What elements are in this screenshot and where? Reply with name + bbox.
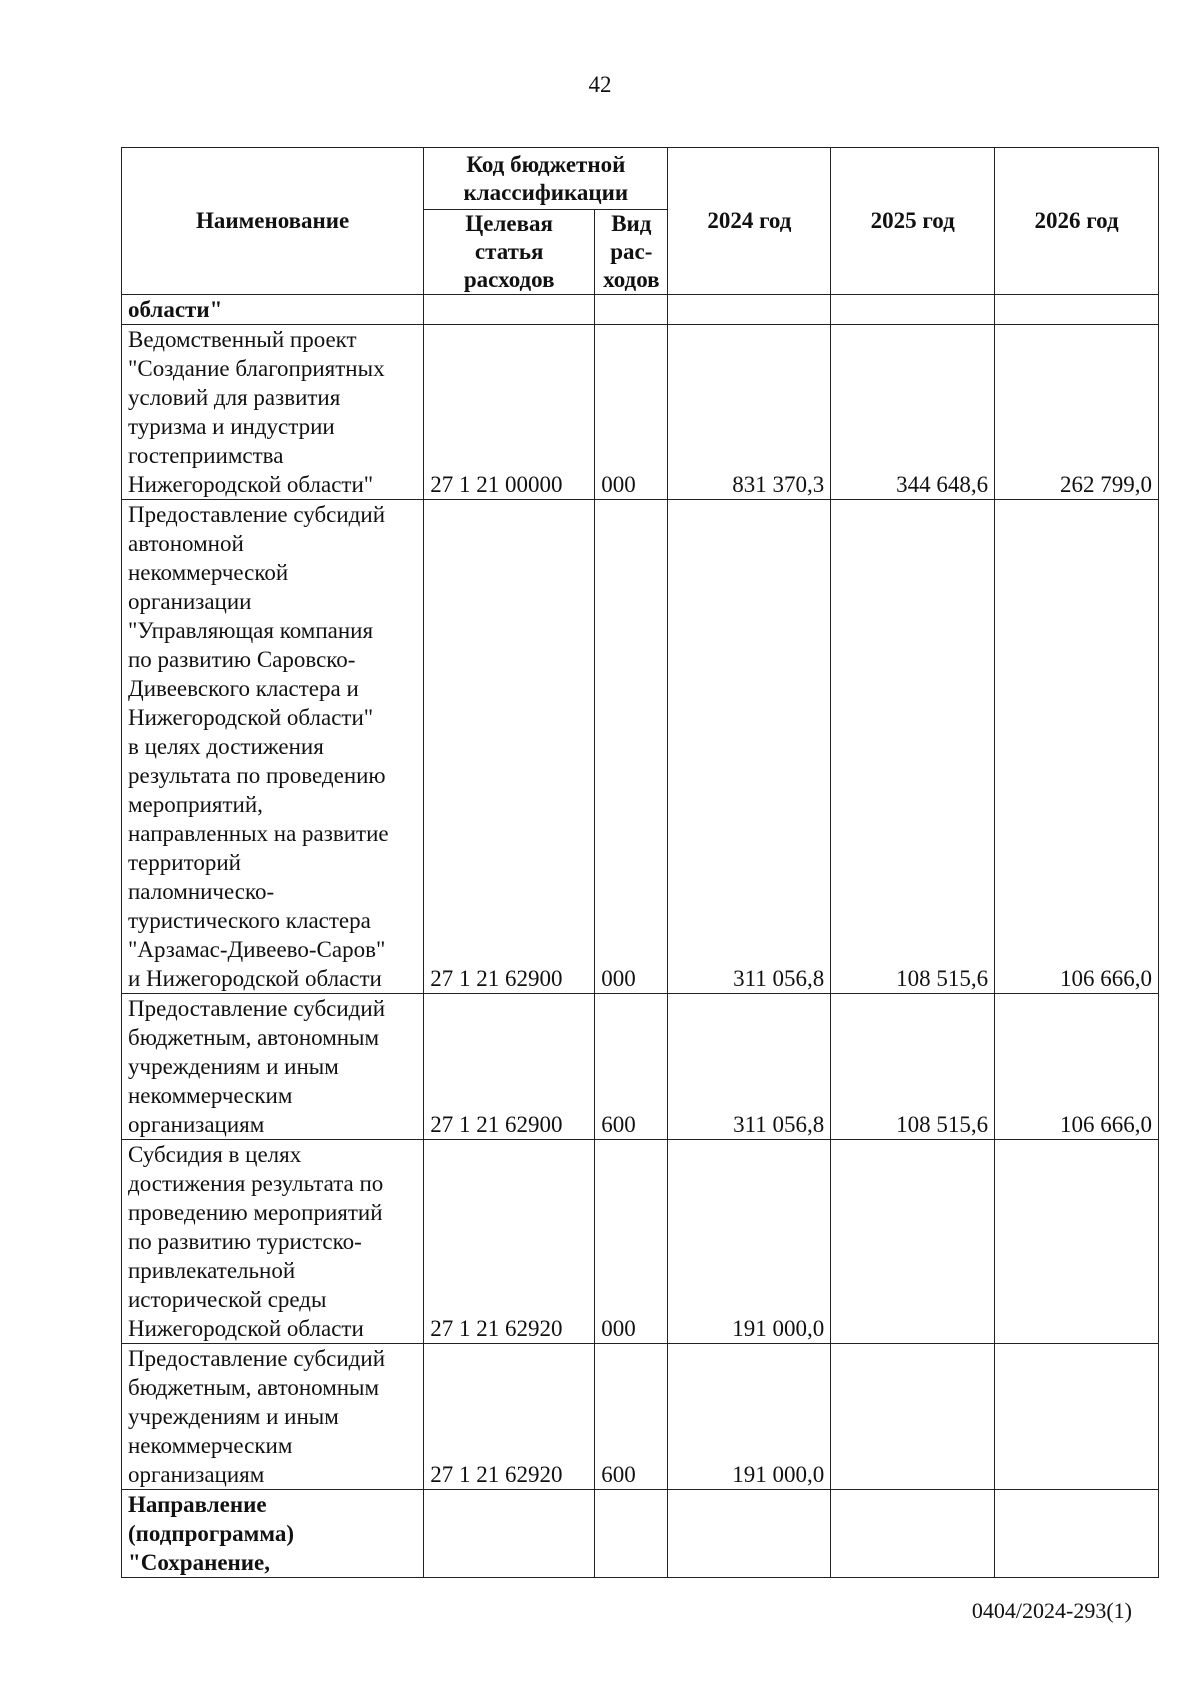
document-code: 0404/2024-293(1) <box>971 1598 1132 1623</box>
row-2026 <box>995 1344 1159 1490</box>
row-kind: 000 <box>595 1140 668 1344</box>
header-target-article: Целевая статья расходов <box>424 210 595 295</box>
row-name: Субсидия в целях достижения результата по проведению мероприятий по развитию туристско- привлекательной исторической среды Нижегородской области <box>122 1140 424 1344</box>
row-name: Ведомственный проект "Создание благоприятных условий для развития туризма и индустрии гостеприимства Нижегородской области" <box>122 325 424 500</box>
header-2024: 2024 год <box>668 148 831 295</box>
row-2024: 311 056,8 <box>668 994 831 1140</box>
row-name: Предоставление субсидий автономной некоммерческой организации "Управляющая компания по развитию Саровско- Дивеевского кластера и Нижегородской области" в целях достижения результата по проведению мероприятий, направленных на развитие территорий паломническо- туристического кластера "Арзамас-Дивеево-Саров" и Нижегородской области <box>122 500 424 994</box>
row-2025: 344 648,6 <box>831 325 995 500</box>
row-code: 27 1 21 62900 <box>424 994 595 1140</box>
row-2026: 262 799,0 <box>995 325 1159 500</box>
table-row <box>122 295 1159 325</box>
table-row <box>122 994 1159 1140</box>
row-2026 <box>995 1140 1159 1344</box>
row-code: 27 1 21 62900 <box>424 500 595 994</box>
table-row <box>122 325 1159 500</box>
table-row <box>122 1490 1159 1578</box>
header-2026: 2026 год <box>995 148 1159 295</box>
row-code: 27 1 21 62920 <box>424 1344 595 1490</box>
header-name: Наименование <box>122 148 424 295</box>
row-2026: 106 666,0 <box>995 500 1159 994</box>
row-name: области" <box>122 295 424 325</box>
header-2025: 2025 год <box>831 148 995 295</box>
row-2026 <box>995 1490 1159 1578</box>
table-row <box>122 500 1159 994</box>
row-2026 <box>995 295 1159 325</box>
row-2025 <box>831 1344 995 1490</box>
row-code: 27 1 21 62920 <box>424 1140 595 1344</box>
row-2025: 108 515,6 <box>831 500 995 994</box>
header-code-group: Код бюджетной классификации <box>424 148 668 210</box>
row-kind <box>595 1490 668 1578</box>
row-2024: 831 370,3 <box>668 325 831 500</box>
row-2024: 191 000,0 <box>668 1140 831 1344</box>
row-2026: 106 666,0 <box>995 994 1159 1140</box>
row-2025: 108 515,6 <box>831 994 995 1140</box>
row-2024 <box>668 295 831 325</box>
row-name: Направление (подпрограмма) "Сохранение, <box>122 1490 424 1578</box>
row-2025 <box>831 1490 995 1578</box>
row-2025 <box>831 295 995 325</box>
page-number: 42 <box>588 72 612 97</box>
row-kind: 600 <box>595 994 668 1140</box>
table-row <box>122 1140 1159 1344</box>
budget-table <box>121 147 1159 1578</box>
header-expense-kind: Вид рас- ходов <box>595 210 668 295</box>
row-2024 <box>668 1490 831 1578</box>
row-code <box>424 295 595 325</box>
row-2024: 311 056,8 <box>668 500 831 994</box>
row-name: Предоставление субсидий бюджетным, автономным учреждениям и иным некоммерческим организациям <box>122 1344 424 1490</box>
row-kind: 000 <box>595 325 668 500</box>
row-2024: 191 000,0 <box>668 1344 831 1490</box>
table-row <box>122 1344 1159 1490</box>
row-2025 <box>831 1140 995 1344</box>
row-code <box>424 1490 595 1578</box>
row-kind <box>595 295 668 325</box>
row-kind: 600 <box>595 1344 668 1490</box>
row-code: 27 1 21 00000 <box>424 325 595 500</box>
row-name: Предоставление субсидий бюджетным, автономным учреждениям и иным некоммерческим организациям <box>122 994 424 1140</box>
row-kind: 000 <box>595 500 668 994</box>
